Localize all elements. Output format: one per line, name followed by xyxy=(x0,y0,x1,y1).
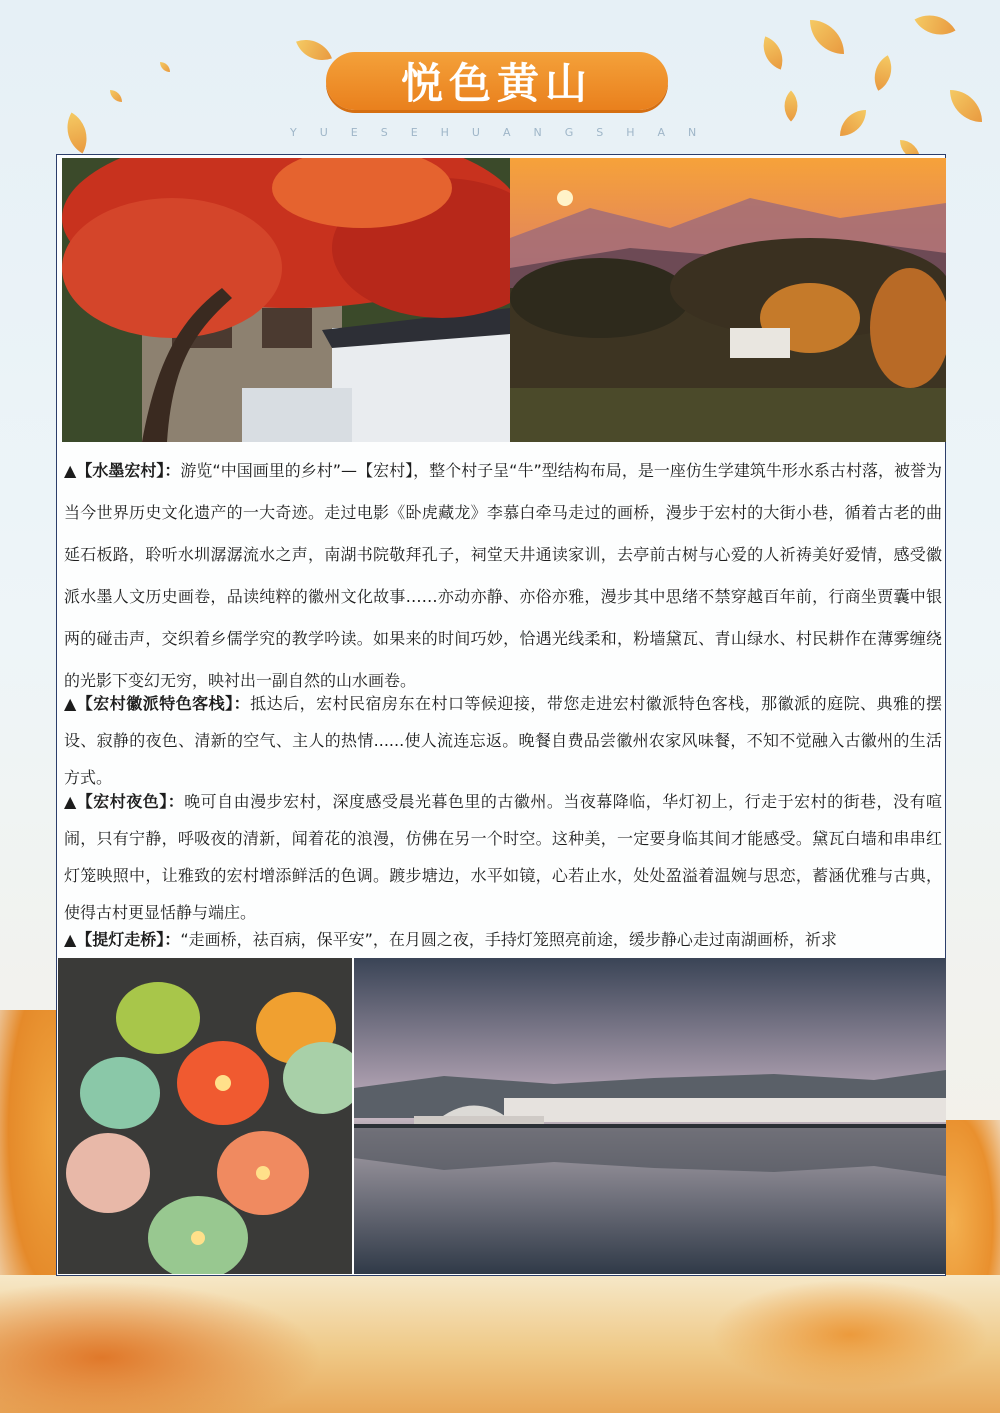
section-body: 游览“中国画里的乡村”—【宏村】，整个村子呈“牛”型结构布局，是一座仿生学建筑牛形水系古村落，被誉为当今世界历史文化遗产的一大奇迹。走过电影《卧虎藏龙》李慕白牵马走过的画桥，漫步于宏村的大街小巷，循着古老的曲延石板路，聆听水圳潺潺流水之声，南湖书院敬拜孔子，祠堂天井通读家训，去亭前古树与心爱的人祈祷美好爱情，感受徽派水墨人文历史画卷，品读纯粹的徽州文化故事……亦动亦静、亦俗亦雅，漫步其中思绪不禁穿越百年前，行商坐贾囊中银两的碰击声，交织着乡儒学究的教学吟读。如果来的时间巧妙，恰遇光线柔和，粉墙黛瓦、青山绿水、村民耕作在薄雾缠绕的光影下变幻无穷，映衬出一副自然的山水画卷。 xyxy=(64,461,942,690)
ginkgo-leaves-top-left xyxy=(0,0,340,160)
section-heading: ▲【宏村夜色】： xyxy=(64,792,185,811)
page-title: 悦色黄山 xyxy=(326,52,668,110)
photo-lanterns xyxy=(58,958,352,1274)
autumn-landscape-bottom xyxy=(0,1275,1000,1413)
section-body: 抵达后，宏村民宿房东在村口等候迎接，带您走进宏村徽派特色客栈，那徽派的庭院、典雅的摆设、寂静的夜色、清新的空气、主人的热情......使人流连忘返。晚餐自费品尝徽州农家风味餐，不知不觉融入古徽州的生活方式。 xyxy=(64,694,942,787)
photo-autumn-tree-village xyxy=(62,158,510,442)
section-shuimo-hongcun xyxy=(64,450,942,702)
section-hongcun-inn xyxy=(64,685,942,796)
section-heading: ▲【提灯走桥】： xyxy=(64,930,181,949)
section-heading: ▲【水墨宏村】： xyxy=(64,461,181,480)
section-hongcun-night xyxy=(64,783,942,931)
photo-south-lake-bridge xyxy=(354,958,946,1274)
page-subtitle: YUESEHUANGSHAN xyxy=(290,126,720,139)
section-body: 晚可自由漫步宏村，深度感受晨光暮色里的古徽州。当夜幕降临，华灯初上，行走于宏村的街巷，没有喧闹，只有宁静，呼吸夜的清新，闻着花的浪漫，仿佛在另一个时空。这种美，一定要身临其间才能感受。黛瓦白墙和串串红灯笼映照中，让雅致的宏村增添鲜活的色调。踱步塘边，水平如镜，心若止水，处处盈溢着温婉与思恋，蓄涵优雅与古典，使得古村更显恬静与端庄。 xyxy=(64,792,942,922)
photo-sunset-village xyxy=(510,158,946,442)
section-heading: ▲【宏村徽派特色客栈】： xyxy=(64,694,251,713)
section-body: “走画桥，祛百病，保平安”，在月圆之夜，手持灯笼照亮前途，缓步静心走过南湖画桥，祈求 xyxy=(180,930,837,949)
section-lantern-bridge xyxy=(64,921,942,958)
